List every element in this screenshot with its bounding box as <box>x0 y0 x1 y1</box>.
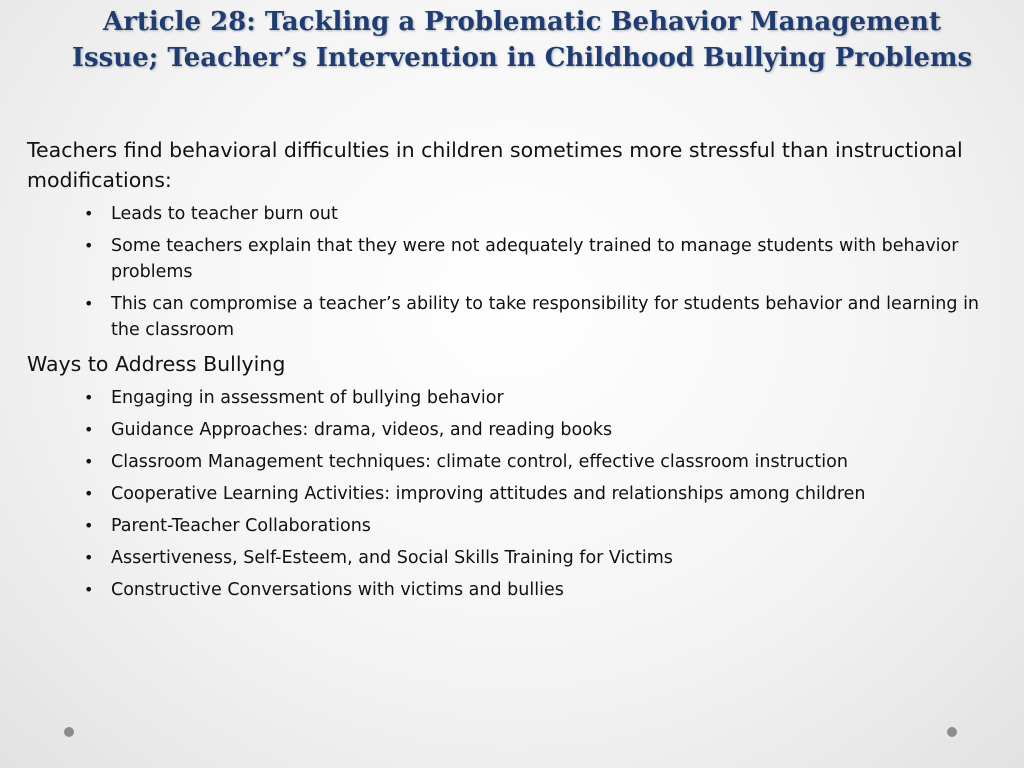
list-item <box>27 577 987 603</box>
bullet-icon: • <box>84 420 94 439</box>
list-item <box>27 481 987 507</box>
list-item <box>27 385 987 411</box>
bullet-icon: • <box>84 548 94 567</box>
bottom-left-dot-icon <box>64 727 74 737</box>
slide-body <box>27 135 987 609</box>
list-item-text: Some teachers explain that they were not adequately trained to manage students with behavior problems <box>111 236 959 282</box>
list-item-text: This can compromise a teacher’s ability to take responsibility for students behavior and learning in the classroom <box>111 294 980 340</box>
list-item <box>27 449 987 475</box>
bullet-icon: • <box>84 484 94 503</box>
bullet-icon: • <box>84 294 94 313</box>
bullying-approaches-list <box>27 385 987 603</box>
slide-title: Article 28: Tackling a Problematic Behavior Management Issue; Teacher’s Intervention in Childhood Bullying Problems <box>71 7 973 73</box>
list-item <box>27 417 987 443</box>
list-item-text: Guidance Approaches: drama, videos, and reading books <box>111 420 613 440</box>
bullet-icon: • <box>84 516 94 535</box>
bullet-icon: • <box>84 236 94 255</box>
list-item <box>27 513 987 539</box>
list-item <box>27 291 987 343</box>
bottom-right-dot-icon <box>947 727 957 737</box>
list-item <box>27 233 987 285</box>
list-item <box>27 201 987 227</box>
list-item <box>27 545 987 571</box>
bullet-icon: • <box>84 580 94 599</box>
bullet-icon: • <box>84 204 94 223</box>
section-heading-ways-to-address-bullying: Ways to Address Bullying <box>27 352 286 376</box>
list-item-text: Cooperative Learning Activities: improving attitudes and relationships among children <box>111 484 866 504</box>
teacher-difficulties-list <box>27 201 987 343</box>
list-item-text: Classroom Management techniques: climate control, effective classroom instruction <box>111 452 848 472</box>
list-item-text: Engaging in assessment of bullying behavior <box>111 388 504 408</box>
section-heading-teacher-difficulties: Teachers find behavioral difficulties in children sometimes more stressful than instructional modifications: <box>27 138 963 192</box>
list-item-text: Constructive Conversations with victims and bullies <box>111 580 564 600</box>
bullet-icon: • <box>84 452 94 471</box>
list-item-text: Parent-Teacher Collaborations <box>111 516 371 536</box>
list-item-text: Assertiveness, Self-Esteem, and Social Skills Training for Victims <box>111 548 673 568</box>
bullet-icon: • <box>84 388 94 407</box>
list-item-text: Leads to teacher burn out <box>111 204 338 224</box>
